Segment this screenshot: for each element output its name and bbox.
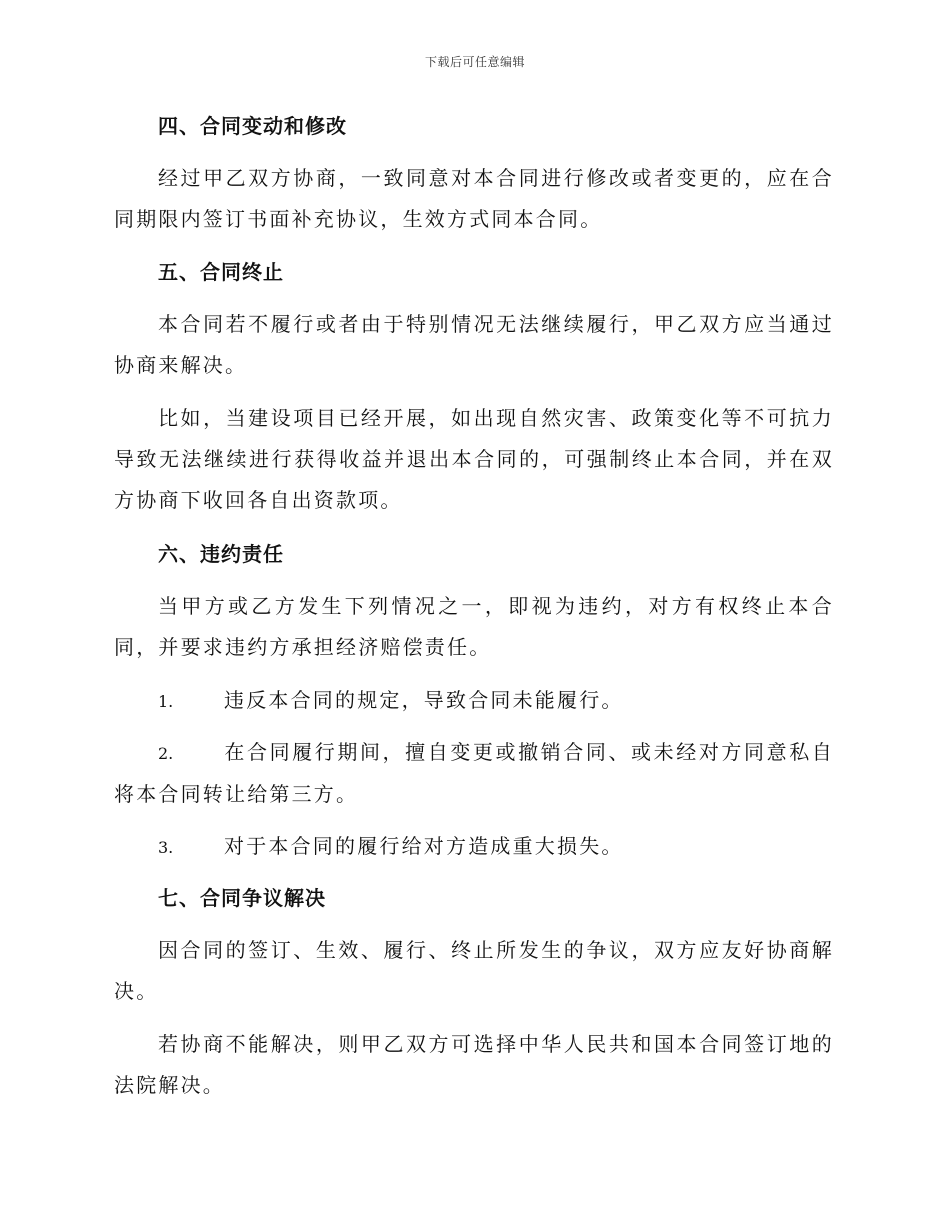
list-item-number: 1. [158,692,174,711]
paragraph: 当甲方或乙方发生下列情况之一，即视为违约，对方有权终止本合同，并要求违约方承担经济赔偿责任。 [114,594,834,659]
page-header: 下载后可任意编辑 [424,55,525,69]
list-item-number: 2. [158,744,174,763]
section-heading-6: 六、违约责任 [158,542,284,566]
list-item-text: 对于本合同的履行给对方造成重大损失。 [224,834,624,858]
paragraph: 比如，当建设项目已经开展，如出现自然灾害、政策变化等不可抗力导致无法继续进行获得收益并退出本合同的，可强制终止本合同，并在双方协商下收回各自出资款项。 [114,406,834,512]
paragraph: 经过甲乙双方协商，一致同意对本合同进行修改或者变更的，应在合同期限内签订书面补充协议，生效方式同本合同。 [114,166,834,231]
section-heading-4: 四、合同变动和修改 [158,114,347,138]
paragraph: 本合同若不履行或者由于特别情况无法继续履行，甲乙双方应当通过协商来解决。 [114,312,834,377]
section-heading-7: 七、合同争议解决 [158,886,326,910]
paragraph: 因合同的签订、生效、履行、终止所发生的争议，双方应友好协商解决。 [114,938,834,1003]
list-item [114,680,834,722]
list-item [114,732,834,815]
list-item-number: 3. [158,838,174,857]
section-heading-5: 五、合同终止 [158,260,284,284]
list-item-text: 违反本合同的规定，导致合同未能履行。 [224,688,624,712]
list-item [114,826,834,868]
paragraph: 若协商不能解决，则甲乙双方可选择中华人民共和国本合同签订地的法院解决。 [114,1032,834,1097]
list-item-text: 在合同履行期间，擅自变更或撤销合同、或未经对方同意私自将本合同转让给第三方。 [114,740,834,806]
